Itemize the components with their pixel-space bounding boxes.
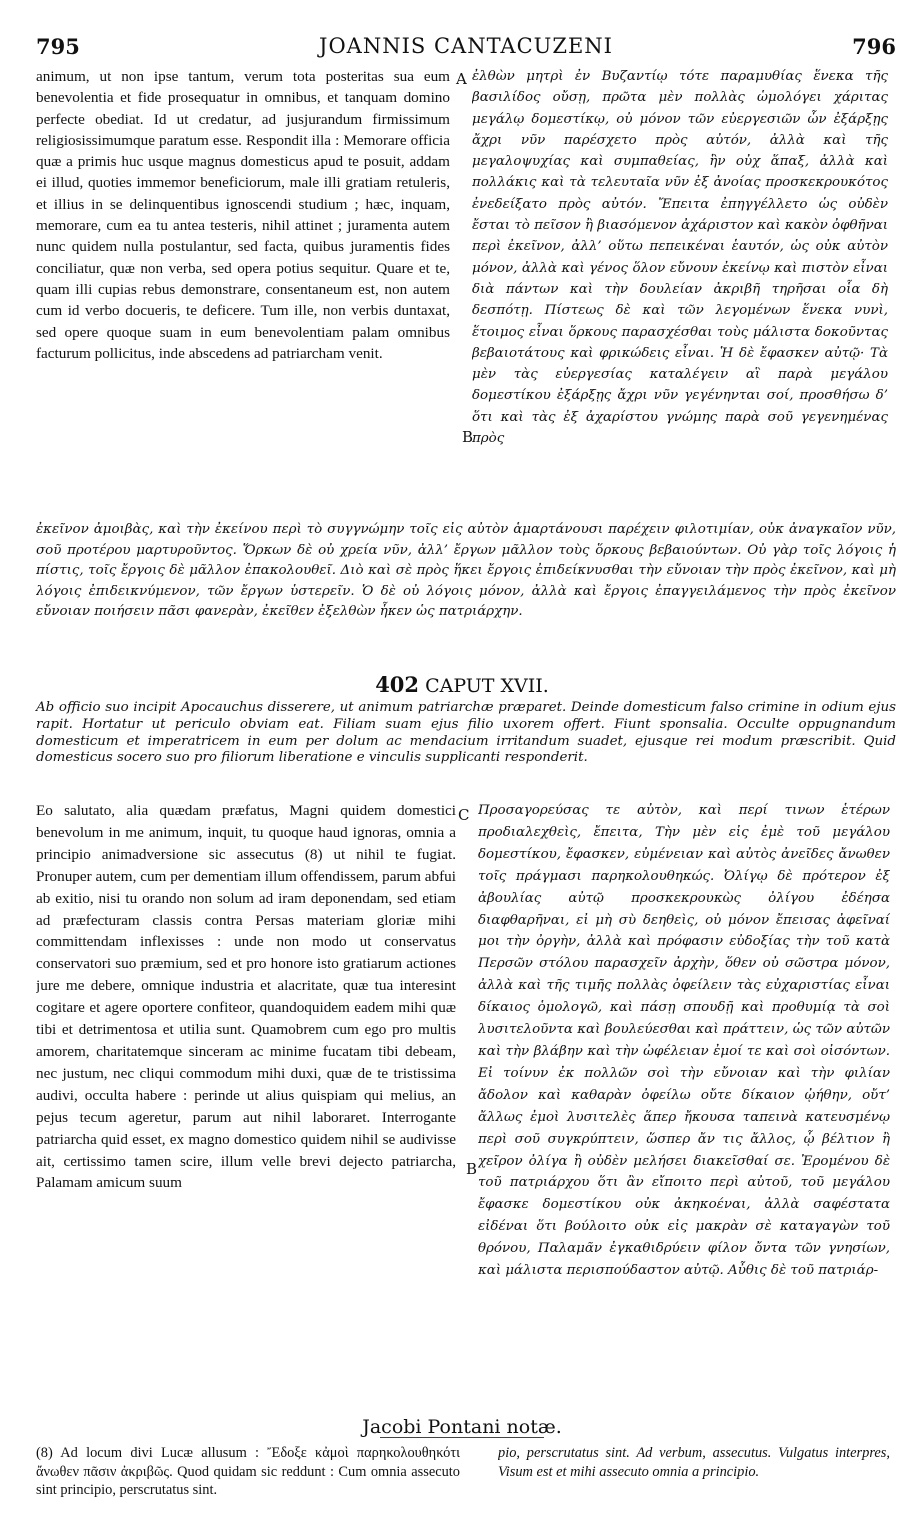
top-greek-fullwidth: ἐκεῖνον ἀμοιβὰς, καὶ τὴν ἐκείνου περὶ τὸ συγγνώμην τοῖς εἰς αὐτὸν ἁμαρτάνουσι παρέχειν φιλοτιμίαν, οὐκ ἀναγκαῖον νῦν, σοῦ προτέρου μαρτυροῦντος. Ὅρκων δὲ οὐ χρεία νῦν, ἀλλ’ ἔργων μᾶλλον τοὺς ὅρκους βεβαιούντων. Οὐ γὰρ τοῖς λόγοις ἡ πίστις, τοῖς ἔργοις δὲ μᾶλλον ἐπακολουθεῖ. Διὸ καὶ σὲ πρὸς ἥκει ἔργοις ἐπιδείκνυσθαι τὴν εὔνοιαν τὴν πρὸς ἐκεῖνον, καὶ μὴ λόγοις ἐπιδεικνύμενον, τῶν ἔργων ὑστερεῖν. Ὁ δὲ οὐ λόγοις μόνον, ἀλλὰ καὶ ἔργοις ἐπαγγειλάμενος τὴν πρὸς ἐκεῖνον εὔνοιαν ποιήσειν πᾶσι φανερὰν, ἐκεῖθεν ἐξελθὼν ἧκεν ὡς πατριάρχην.	[36, 522, 896, 619]
running-title: JOANNIS CANTACUZENI	[319, 34, 613, 58]
margin-marker-a: A	[456, 70, 467, 88]
margin-marker-c: C	[458, 806, 470, 824]
page-number-right: 796	[852, 34, 896, 59]
page-header	[36, 34, 896, 62]
main-greek-column: Προσαγορεύσας τε αὐτὸν, καὶ περί τινων ἑτέρων προδιαλεχθεὶς, ἔπειτα, Τὴν μὲν εἰς ἐμὲ τοῦ μεγάλου δομεστίκου, ἔφασκεν, εὐμένειαν καὶ αὐτὸς ἀνεῖδες ἄνωθεν τοῖς πράγμασι παρηκολουθηκώς. Ὀλίγῳ δὲ πρότερον ἐξ ἀβουλίας αὐτῷ προσκεκρουκὼς ὀλίγου ἐδέησα διαφθαρῆναι, εἰ μὴ σὺ δεηθεὶς, οὐ μόνον ἔπεισας ἀφεῖναί μοι τὴν ὀργὴν, ἀλλὰ καὶ πρόφασιν εὐδοξίας τὴν τοῦ κατὰ Περσῶν στόλου παρασχεῖν ἀρχὴν, ὅθεν οὐ σῶστρα μόνον, ἀλλὰ καὶ τῆς τιμῆς πολλὰς ὀφείλειν τὰς εὐχαριστίας εἶναι δίκαιος ὁμολογῶ, καὶ πάσῃ σπουδῇ καὶ προθυμίᾳ τὰ σοὶ λυσιτελοῦντα καὶ βουλεύεσθαι καὶ πράττειν, ὡς τῶν αὐτῶν καὶ τὴν βλάβην καὶ τὴν ὠφέλειαν ἐμοί τε καὶ σοὶ οἰσόντων. Εἰ τοίνυν ἐκ πολλῶν σοὶ τὴν εὔνοιαν καὶ τὴν φιλίαν ἄδολον καὶ καθαρὰν ὀφείλω οὔτε δίκαιον ᾠήθην, οὔτ’ ἄλλως ἐμοὶ λυσιτελὲς ἅπερ ἤκουσα ταπεινὰ κατευσμένῳ περὶ σοῦ συγκρύπτειν, ὥσπερ ἄν τις ἄλλος, ᾧ βέλτιον ἢ χεῖρον ὀλίγα ἢ οὐδὲν μελήσει διακεῖσθαί σε. Ἐρομένου δὲ τοῦ πατριάρχου ὅτι ἂν εἴποιτο περὶ αὐτοῦ, τοῦ μεγάλου ἔφασκε δομεστίκου οὐκ ἀκηκοέναι, ἀλλὰ σαφέστατα εἰδέναι ὅτι βούλοιτο οὐκ εἰς μακρὰν σὲ καταγαγὼν τοῦ θρόνου, Παλαμᾶν ἐγκαθιδρύειν φίλον ὄντα τῶν γνησίων, καὶ μάλιστα περισπούδαστον αὐτῷ. Αὖθις δὲ τοῦ πατριάρ-	[478, 803, 890, 1279]
notes-title: Jacobi Pontani notæ.	[362, 1416, 562, 1438]
chapter-heading	[0, 672, 924, 697]
chapter-summary: Ab officio suo incipit Apocauchus disserere, ut animum patriarchæ præparet. Deinde domesticum falso crimine in odium ejus rapit. Hortatur ut periculo obviam eat. Filiam suam ejus filio uxorem offert. Fiunt sponsalia. Occulte oppugnandum domesticum et imperatricem in eum per dolum ac mendacium irritandum suadet, ejusque rei modum præscribit. Quid domesticus socero suo pro filiorum liberatione e vinculis supplicanti responderit.	[36, 700, 896, 766]
margin-marker-b2: B	[466, 1160, 478, 1178]
notes-rule	[380, 1437, 544, 1438]
main-latin-column: Eo salutato, alia quædam præfatus, Magni quidem domestici benevolum in me animum, inquit, tu quoque haud ignoras, omnia a principio animadversione sic assecutus (8) ut nihil te fugiat. Pronuper autem, cum per dementiam illum offendissem, parum abfui ab exitio, nisi tu orando non solum ad iram deponendam, sed etiam ad præfecturam classis contra Persas materiam gloriæ mihi committendam inflexisses : unde non modo ut conservatus conservatori suo præmium, sed et pro honore isto gratiarum actiones jure me debere, omnique industria et alacritate, quæ tua interesint cogitare et agere oportere confiteor, quandoquidem eadem mihi quæ tibi et detrimentosa et utilia sunt. Quamobrem cum ego pro multis amorem, charitatemque sinceram ac minime fucatam tibi debeam, nec justum, nec cliqui commodum mihi duxi, quæ de te tristissima audivi, occulta habere : perinde ut alius quispiam qui melius, an pejus tecum ageretur, parum aut nihil laboraret. Interrogante patriarcha quid esset, ex magno domestico quidem nihil se audivisse ait, certissimo tamen scire, illum velle brevi dejecto patriarcha, Palamam amicum suum	[36, 802, 456, 1192]
note-left: (8) Ad locum divi Lucæ allusum : Ἔδοξε κἀμοὶ παρηκολουθηκότι ἄνωθεν πᾶσιν ἀκριβῶς. Quod quidam sic reddunt : Cum omnia assecuto sint principio, perscrutatus sint.	[36, 1445, 460, 1498]
margin-marker-b: B	[462, 428, 474, 446]
note-right: pio, perscrutatus sint. Ad verbum, assecutus. Vulgatus interpres, Visum est et mihi assecuto omnia a principio.	[498, 1445, 890, 1480]
top-greek-column: ἐλθὼν μητρὶ ἐν Βυζαντίῳ τότε παραμυθίας ἕνεκα τῆς βασιλίδος οὔσῃ, πρῶτα μὲν πολλὰς ὡμολόγει χάριτας μεγάλῳ δομεστίκῳ, οὐ μόνον τῶν εὐεργεσιῶν ὧν ἐξάρξῃς ἄχρι νῦν παρέσχετο πρὸς αὐτόν, ἀλλὰ καὶ τῆς μεγαλοψυχίας καὶ συμπαθείας, ἣν οὐχ ἅπαξ, ἀλλὰ καὶ πολλάκις καὶ τὰ τελευταῖα νῦν ἐξ ἀνοίας προσκεκρουκότος ἐνεδείξατο πρὸς αὐτόν. Ἔπειτα ἐπηγγέλλετο ὡς οὐδὲν ἔσται τὸ πεῖσον ἢ βιασόμενον ἀχάριστον καὶ κακὸν ὀφθῆναι περὶ ἐκεῖνον, ἀλλ’ οὕτω πεπεικέναι ἑαυτόν, ὡς οὐκ αὐτὸν μόνον, ἀλλὰ καὶ γένος ὅλον εὔνουν ἐκείνῳ καὶ πιστὸν εἶναι διὰ πάντων καὶ τὴν δουλείαν ἀκριβῆ τηρῆσαι οἷα δὴ δεσπότῃ. Πίστεως δὲ καὶ τῶν λεγομένων ἕνεκα νυνὶ, ἕτοιμος εἶναι ὅρκους παρασχέσθαι τοὺς μάλιστα δοκοῦντας βεβαιοτάτους καὶ φρικώδεις εἶναι. Ἡ δὲ ἔφασκεν αὐτῷ· Τὰ μὲν τὰς εὐεργεσίας καταλέγειν αἳ παρὰ μεγάλου δομεστίκου ἐξάρξῃς ἄχρι νῦν γεγένηνται σοί, προσθήσω δ’ ὅτι καὶ τὰς ἐξ ἀχαρίστου γνώμης παρὰ σοῦ γεγενημένας πρὸς	[472, 69, 888, 447]
chapter-title: CAPUT XVII.	[425, 675, 549, 697]
top-latin-column: animum, ut non ipse tantum, verum tota posteritas sua eum benevolentia et fide prosequatur in omnibus, et tanquam domino perfecte obediat. Id ut credatur, ad jusjurandum firmissimum religiosissimumque paratum esse. Respondit illa : Memorare officia quæ a primis huc usque magnus domesticus apud te posuit, addam ei illud, quoties immemor beneficiorum, male illi gratiam retuleris, et illius in se delinquentibus ignoscendi studium ; hæc, inquam, memorare, cum ea tu antea testeris, nihil attinet ; juramenta autem nunc quidem nulla postulantur, sed facta, quibus juramentis fides conciliatur, quæ non verba, sed opera potius sequitur. Quare et te, quam illi cupias rebus demonstrare, consentaneum est, non autem cum id verbo docueris, te deficere. Tum ille, non verbis duntaxat, sed opere quoque suam in eum benevolentiam palam omnibus facturum pollicitus, inde abscedens ad patriarcham venit.	[36, 68, 450, 362]
chapter-number: 402	[375, 672, 420, 697]
page-number-left: 795	[36, 34, 80, 59]
